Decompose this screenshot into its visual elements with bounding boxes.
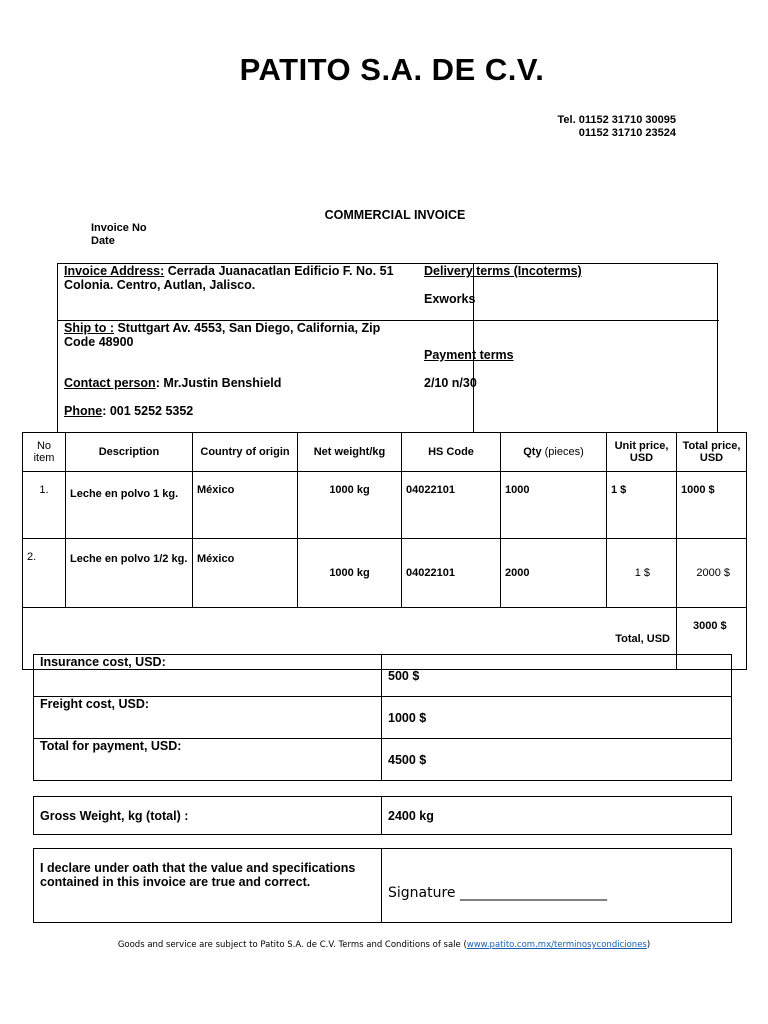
cell-description: Leche en polvo 1/2 kg.: [66, 539, 193, 608]
cell-no: 1.: [23, 472, 66, 539]
payment-terms-label: Payment terms: [424, 348, 514, 362]
invoice-meta: [91, 222, 147, 248]
invoice-no-label: Invoice No: [91, 222, 147, 234]
declaration-table: [33, 848, 732, 923]
col-header-net-weight: Net weight/kg: [298, 433, 402, 472]
cell-country: México: [193, 539, 298, 608]
insurance-value: 500 $: [382, 655, 732, 697]
phone: [64, 404, 193, 418]
table-row: [23, 472, 747, 539]
contact-label: Contact person: [64, 376, 156, 390]
cell-unit-price: 1 $: [607, 472, 677, 539]
col-header-description: Description: [66, 433, 193, 472]
total-payment-row: [34, 739, 732, 781]
table-row: [23, 539, 747, 608]
ship-to-value: Stuttgart Av. 4553, San Diego, California, Zip Code 48900: [64, 321, 381, 349]
document-title: COMMERCIAL INVOICE: [324, 208, 466, 222]
date-label: Date: [91, 235, 115, 247]
tel-label: Tel.: [557, 114, 576, 126]
phone-label: Phone: [64, 404, 103, 418]
footer-text: Goods and service are subject to Patito S.A. de C.V. Terms and Conditions of sale (: [117, 940, 467, 950]
signature-line: Signature _____________________: [388, 884, 607, 901]
col-header-total-price: Total price, USD: [677, 433, 747, 472]
delivery-terms-label: Delivery terms (Incoterms): [424, 264, 582, 278]
invoice-address-label: Invoice Address:: [64, 264, 165, 278]
phone-value: : 001 5252 5352: [102, 404, 194, 418]
insurance-row: [34, 655, 732, 697]
col-header-qty: Qty (pieces): [501, 433, 607, 472]
footer-close: ): [646, 940, 651, 950]
company-name: PATITO S.A. DE C.V.: [239, 52, 545, 87]
delivery-terms-value: Exworks: [424, 292, 476, 306]
address-terms-box: [57, 263, 718, 432]
table-header-row: [23, 433, 747, 472]
cell-total-price: 2000 $: [677, 539, 747, 608]
terms-link[interactable]: www.patito.com.mx/terminosycondiciones: [466, 940, 647, 950]
freight-value: 1000 $: [382, 697, 732, 739]
footer: [0, 940, 768, 950]
cell-description: Leche en polvo 1 kg.: [66, 472, 193, 539]
cell-country: México: [193, 472, 298, 539]
col-header-no-item: No item: [23, 433, 66, 472]
total-usd-label: Total, USD: [23, 608, 677, 670]
col-header-hs-code: HS Code: [402, 433, 501, 472]
costs-table: [33, 654, 732, 781]
gross-weight-table: [33, 796, 732, 835]
cell-total-price: 1000 $: [677, 472, 747, 539]
ship-to: [64, 321, 409, 349]
payment-terms-value: 2/10 n/30: [424, 376, 477, 390]
cell-hs-code: 04022101: [402, 472, 501, 539]
cell-qty: 2000: [501, 539, 607, 608]
freight-row: [34, 697, 732, 739]
freight-label: Freight cost, USD:: [34, 697, 382, 739]
cell-unit-price: 1 $: [607, 539, 677, 608]
cell-hs-code: 04022101: [402, 539, 501, 608]
total-payment-value: 4500 $: [382, 739, 732, 781]
invoice-address: [64, 264, 414, 292]
telephone-block: [500, 114, 676, 140]
cell-net-weight: 1000 kg: [298, 472, 402, 539]
cell-net-weight: 1000 kg: [298, 539, 402, 608]
insurance-label: Insurance cost, USD:: [34, 655, 382, 697]
total-payment-label: Total for payment, USD:: [34, 739, 382, 781]
gross-weight-label: Gross Weight, kg (total) :: [34, 797, 382, 835]
invoice-address-value: Cerrada Juanacatlan Edificio F. No. 51 Colonia. Centro, Autlan, Jalisco.: [64, 264, 394, 292]
col-header-unit-price: Unit price, USD: [607, 433, 677, 472]
items-table: [22, 432, 747, 670]
col-header-country: Country of origin: [193, 433, 298, 472]
declaration-text: I declare under oath that the value and specifications contained in this invoice are true and correct.: [34, 849, 382, 923]
declaration-row: [34, 849, 732, 923]
contact-person: [64, 376, 281, 390]
ship-to-label: Ship to :: [64, 321, 114, 335]
cell-no: 2.: [23, 539, 66, 608]
total-usd-value: 3000 $: [677, 608, 747, 670]
tel-line-1: 01152 31710 30095: [578, 114, 676, 126]
gross-weight-row: [34, 797, 732, 835]
cell-qty: 1000: [501, 472, 607, 539]
tel-line-2: 01152 31710 23524: [578, 127, 676, 139]
contact-value: : Mr.Justin Benshield: [155, 376, 282, 390]
signature-field[interactable]: [382, 849, 732, 923]
gross-weight-value: 2400 kg: [382, 797, 732, 835]
